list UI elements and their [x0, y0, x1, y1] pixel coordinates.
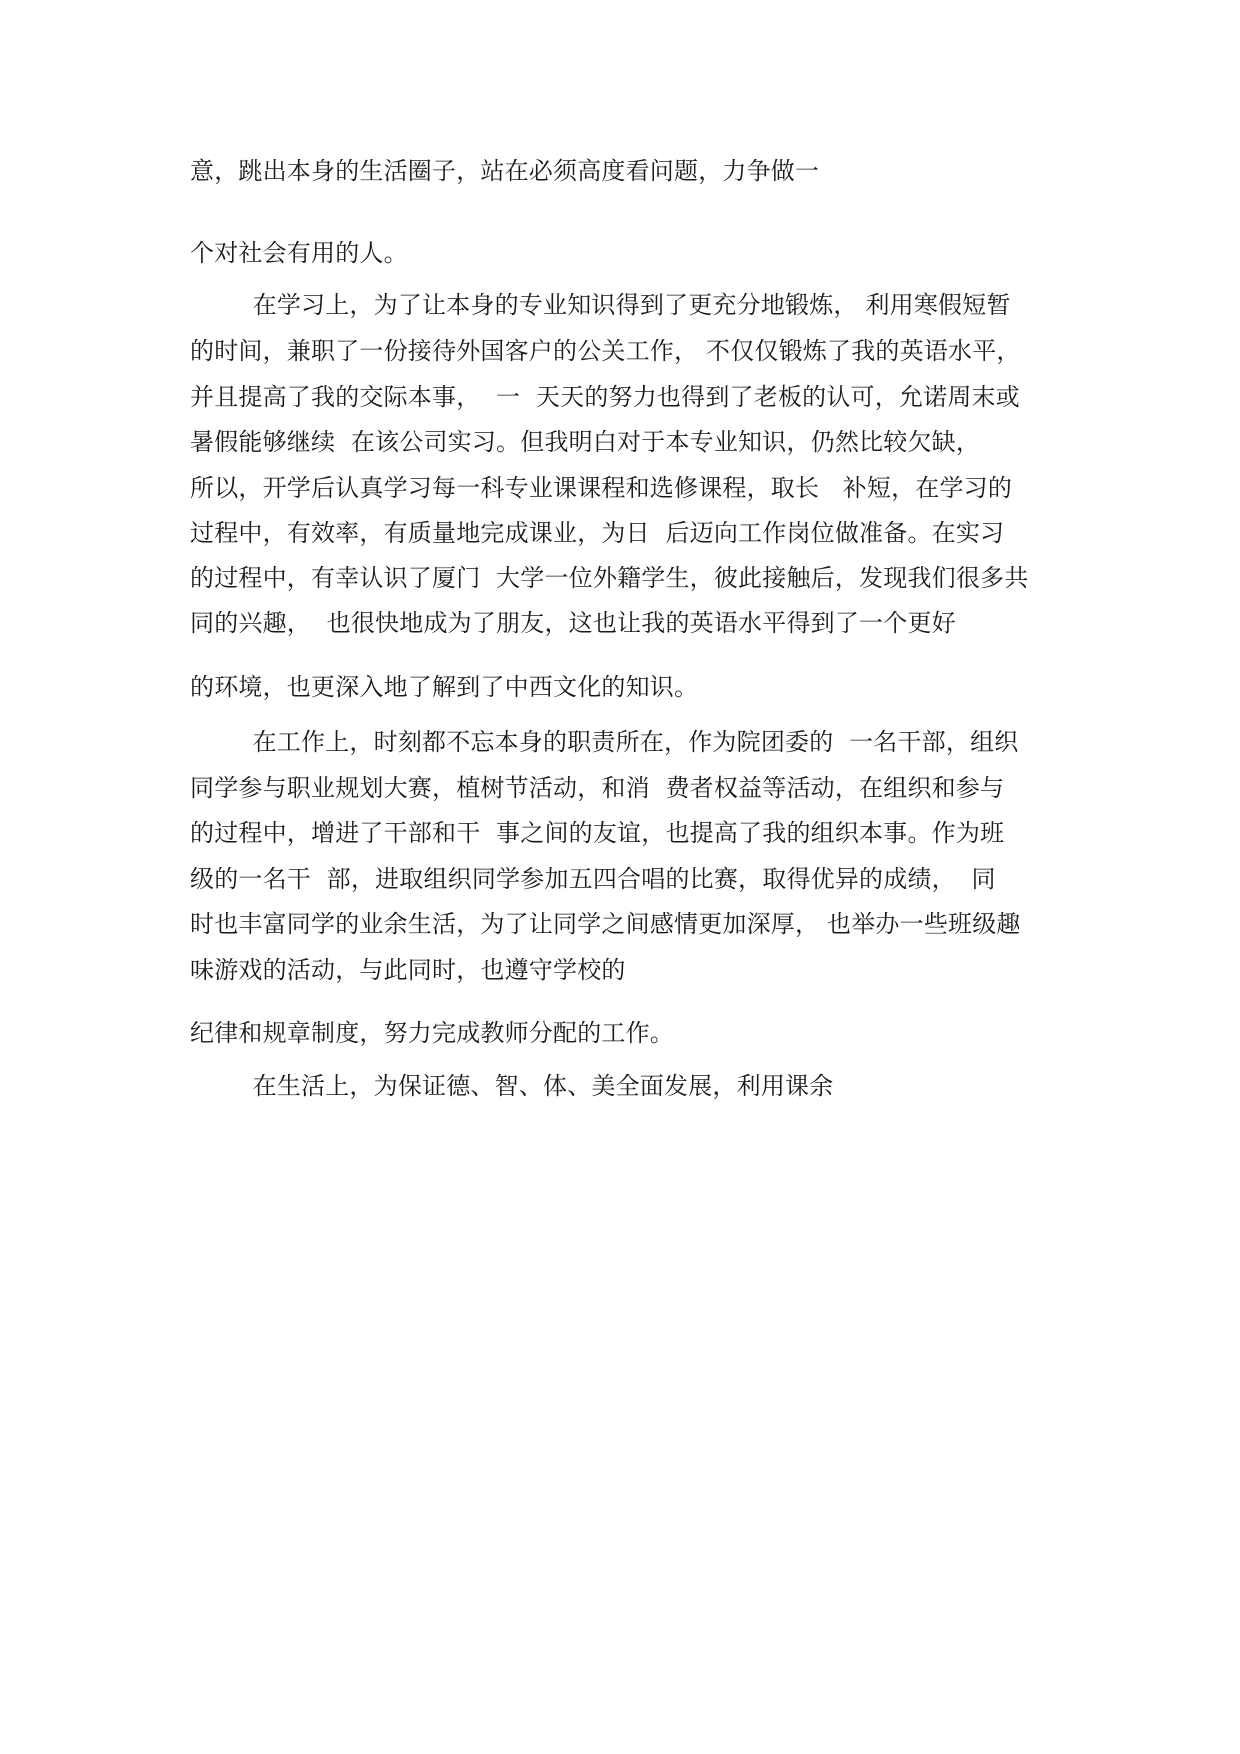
text-line: 意，跳出本身的生活圈子，站在必须高度看问题，力争做一 — [190, 157, 820, 185]
text-line: 所以，开学后认真学习每一科专业课课程和选修课程，取长 补短，在学习的 — [190, 474, 1013, 502]
text-line: 时也丰富同学的业余生活，为了让同学之间感情更加深厚， 也举办一些班级趣 — [190, 910, 1021, 938]
text-line: 的过程中，增进了干部和干 事之间的友谊，也提高了我的组织本事。作为班 — [190, 819, 1005, 847]
text-line: 在学习上，为了让本身的专业知识得到了更充分地锻炼， 利用寒假短暂 — [190, 291, 1011, 319]
text-line: 味游戏的活动，与此同时，也遵守学校的 — [190, 956, 626, 984]
text-line: 在工作上，时刻都不忘本身的职责所在，作为院团委的 一名干部，组织 — [190, 728, 1019, 756]
text-line: 在生活上，为保证德、智、体、美全面发展，利用课余 — [190, 1072, 834, 1100]
text-line: 暑假能够继续 在该公司实习。但我明白对于本专业知识，仍然比较欠缺， — [190, 428, 981, 456]
text-line: 过程中，有效率，有质量地完成课业，为日 后迈向工作岗位做准备。在实习 — [190, 519, 1005, 547]
text-line: 个对社会有用的人。 — [190, 239, 408, 267]
text-line: 同学参与职业规划大赛，植树节活动，和消 费者权益等活动，在组织和参与 — [190, 774, 1005, 802]
text-line: 的时间，兼职了一份接待外国客户的公关工作， 不仅仅锻炼了我的英语水平， — [190, 337, 1021, 365]
text-line: 级的一名干 部，进取组织同学参加五四合唱的比赛，取得优异的成绩， 同 — [190, 865, 996, 893]
text-line: 同的兴趣， 也很快地成为了朋友，这也让我的英语水平得到了一个更好 — [190, 609, 956, 637]
text-line: 并且提高了我的交际本事， 一 天天的努力也得到了老板的认可，允诺周末或 — [190, 383, 1020, 411]
text-line: 的环境，也更深入地了解到了中西文化的知识。 — [190, 673, 699, 701]
text-line: 纪律和规章制度，努力完成教师分配的工作。 — [190, 1019, 674, 1047]
text-line: 的过程中，有幸认识了厦门 大学一位外籍学生，彼此接触后，发现我们很多共 — [190, 564, 1029, 592]
